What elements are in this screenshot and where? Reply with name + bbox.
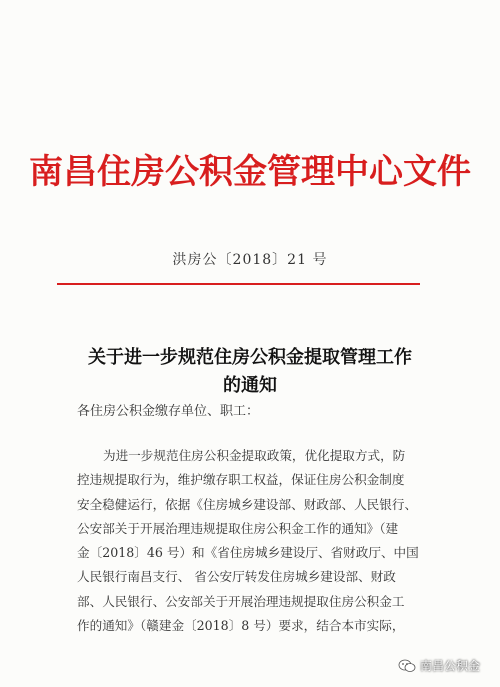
- salutation: 各住房公积金缴存单位、职工：: [77, 404, 260, 419]
- body-line: 金〔2018〕46 号）和《省住房城乡建设厅、省财政厅、中国: [77, 545, 419, 561]
- body-line: 安全稳健运行，依据《住房城乡建设部、财政部、人民银行、: [77, 496, 418, 512]
- notice-title: [40, 344, 460, 400]
- red-divider-line: [57, 283, 420, 285]
- notice-title-line-2: 的通知: [223, 375, 277, 396]
- wechat-icon: [398, 659, 416, 673]
- body-paragraph: [77, 444, 421, 638]
- body-line: 人民银行南昌支行、 省公安厅转发住房城乡建设部、财政: [77, 569, 396, 585]
- watermark-text: 南昌公积金: [420, 659, 481, 673]
- body-line: 作的通知》（赣建金〔2018〕8 号）要求，结合本市实际，: [77, 618, 405, 634]
- document-number: 洪房公〔2018〕21 号: [172, 252, 328, 268]
- body-line: 为进一步规范住房公积金提取政策，优化提取方式，防: [103, 448, 406, 463]
- body-line: 控违规提取行为，维护缴存职工权益，保证住房公积金制度: [77, 472, 405, 488]
- body-line: 部、人民银行、公安部关于开展治理违规提取住房公积金工: [77, 593, 405, 609]
- body-line: 公安部关于开展治理违规提取住房公积金工作的通知》（建: [77, 520, 399, 536]
- notice-title-line-1: 关于进一步规范住房公积金提取管理工作: [88, 347, 412, 368]
- document-header-title: 南昌住房公积金管理中心文件: [29, 152, 471, 192]
- watermark: [398, 657, 480, 674]
